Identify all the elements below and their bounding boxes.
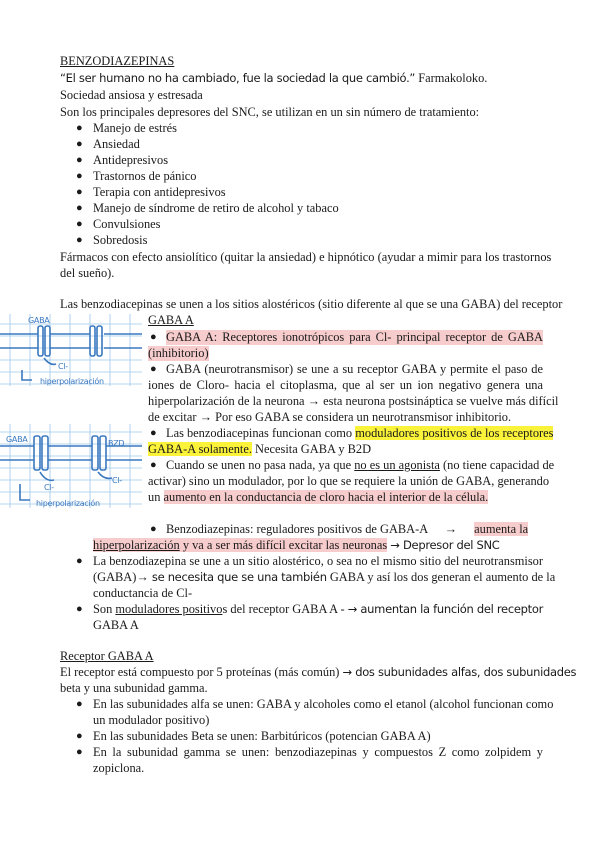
bullet-icon: ● [76,170,83,182]
p5-text: Benzodiazepinas: reguladores positivos de GABA-A [166,522,428,536]
effect-line-1: Fármacos con efecto ansiolítico (quitar la ansiedad) e hipnótico (ayudar a mimir para los trastornos [60,250,552,264]
p3-line-1 [166,426,553,441]
p2-line-1: GABA (neurotransmisor) se une a su receptor GABA y permite el paso de [166,362,543,376]
fig2-caption: hiperpolarización [36,499,100,508]
bullet-icon: ● [150,363,157,375]
list-item: Sobredosis [93,233,148,247]
bullet-icon: ● [76,730,83,742]
p6-line-3: conductancia de Cl- [93,586,193,600]
bullet-icon: ● [76,122,83,134]
p7-handwritten: → aumentan la función del receptor [347,602,543,616]
p5-line-2 [93,538,500,553]
p4-text: (no tiene capacidad de [443,458,555,472]
arrow-icon: → [444,522,458,536]
fig1-cl-label: Cl- [58,362,68,371]
fig2-gaba-label: GABA [6,435,28,444]
p6-line-2 [93,570,555,585]
list-item: Convulsiones [93,217,161,231]
p5-highlight: hiperpolarización [93,538,180,552]
effect-line-2: del sueño). [60,266,115,280]
s2-bullet-1-line-1: En las subunidades alfa se unen: GABA y alcoholes como el etanol (alcohol funcionan como [93,697,554,711]
bullet-icon: ● [76,138,83,150]
p2-line-2: iones de Cloro- hacia el citoplasma, que al ser un ion negativo genera una [148,378,543,392]
bullet-icon: ● [76,746,83,758]
list-item: Trastornos de pánico [93,169,197,183]
bullet-icon: ● [150,523,157,535]
p4-line-1 [166,458,554,473]
bullet-icon: ● [76,218,83,230]
bullet-icon: ● [76,202,83,214]
fig1-gaba-label: GABA [28,316,50,325]
s2-bullet-2: En las subunidades Beta se unen: Barbitúricos (potencian GABA A) [93,729,431,743]
s2-text: El receptor está compuesto por 5 proteínas (más común) [60,665,340,679]
list-item: Ansiedad [93,137,140,151]
fig2-bzd-label: BZD [108,439,125,448]
s2-line-1 [60,665,576,680]
p7-line-2: GABA A [93,618,139,632]
p4-text: un [148,490,161,504]
p2-line-3 [148,394,559,409]
p4-line-2: activar) sino un modulador, por lo que se requiere la unión de GABA, generando [148,474,550,488]
p3-highlight: GABA-A solamente. [148,442,252,456]
p2-text: de excitar [148,410,197,424]
p4-underline: no es un agonista [354,458,440,472]
s2-bullet-3-line-2: zopiclona. [93,761,145,775]
p4-text: Cuando se unen no pasa nada, ya que [166,458,352,472]
bullet-icon: ● [150,331,157,343]
p7-underline: moduladores positivo [115,602,223,616]
p3-text: Las benzodiacepinas funcionan como [166,426,353,440]
bullet-icon: ● [76,555,83,567]
arrow-icon: → [307,394,321,408]
bullet-icon: ● [76,186,83,198]
p5-highlight: aumenta la [474,522,529,536]
list-item: Terapia con antidepresivos [93,185,226,199]
p3-line-2 [148,442,371,457]
p2-text: hiperpolarización de la neurona [148,394,305,408]
bullet-icon: ● [150,459,157,471]
p2-text: Por eso GABA se considera un neurotransmisor inhibitorio. [215,410,512,424]
quote: “El ser humano no ha cambiado, fue la sociedad la que cambió.” [60,71,416,85]
fig1-caption: hiperpolarización [40,377,104,386]
p4-line-3 [148,490,488,505]
bullet-icon: ● [76,154,83,166]
s2-bullet-3-line-1: En la subunidad gamma se unen: benzodiazepinas y compuestos Z como zolpidem y [93,745,543,759]
s2-line-2: beta y una subunidad gamma. [60,681,208,695]
p6-line-1: La benzodiazepina se une a un sitio alostérico, o sea no el mismo sitio del neurotransmisor [93,554,543,568]
p1-line-1: GABA A: Receptores ionotrópicos para Cl- principal receptor de GABA [166,330,543,344]
p5-highlight: y va a ser más difícil excitar las neuronas [182,538,388,552]
p5-line-1 [166,522,528,537]
binding-line-2: GABA A [148,313,194,327]
p6-text: (GABA)→ [93,570,149,584]
p6-text: GABA y así los dos generan el aumento de la [329,570,556,584]
section-title-receptor: Receptor GABA A [60,649,154,663]
fig2-cl-label-1: Cl- [44,483,54,492]
binding-line-1: Las benzodiacepinas se unen a los sitios alostéricos (sitio diferente al que se una GABA) del receptor [60,297,563,311]
bullet-icon: ● [76,234,83,246]
fig2-cl-label-2: Cl- [112,476,122,485]
list-item: Manejo de síndrome de retiro de alcohol y tabaco [93,201,339,215]
p2-text: esta neurona postsináptica se vuelve más difícil [323,394,559,408]
p4-highlight: aumento en la conductancia de cloro hacia el interior de la célula. [163,490,489,504]
p7-text: s del receptor GABA A - [222,602,345,616]
intro-text: Sociedad ansiosa y estresada [60,88,203,102]
bullet-icon: ● [150,427,157,439]
p3-text: Necesita GABA y B2D [255,442,372,456]
bullet-icon: ● [76,698,83,710]
p1-line-2: (inhibitorio) [148,346,209,360]
p6-handwritten: se necesita que se una también [151,570,327,584]
arrow-icon: → [199,410,212,424]
p7-text: Son [93,602,113,616]
p2-line-4 [148,410,511,425]
s2-bullet-1-line-2: un modulador positivo) [93,713,210,727]
quote-line [60,71,487,86]
uses-intro: Son los principales depresores del SNC, se utilizan en un sin número de tratamiento: [60,105,480,119]
page-title: BENZODIAZEPINAS [60,54,175,68]
quote-author: Farmakoloko. [418,71,488,85]
s2-handwritten: → dos subunidades alfas, dos subunidades [342,665,577,679]
list-item: Antidepresivos [93,153,169,167]
list-item: Manejo de estrés [93,121,177,135]
p3-highlight: moduladores positivos de los receptores [355,426,554,440]
p7-line-1 [93,602,543,617]
p5-handwritten: → Depresor del SNC [390,538,500,552]
bullet-icon: ● [76,603,83,615]
